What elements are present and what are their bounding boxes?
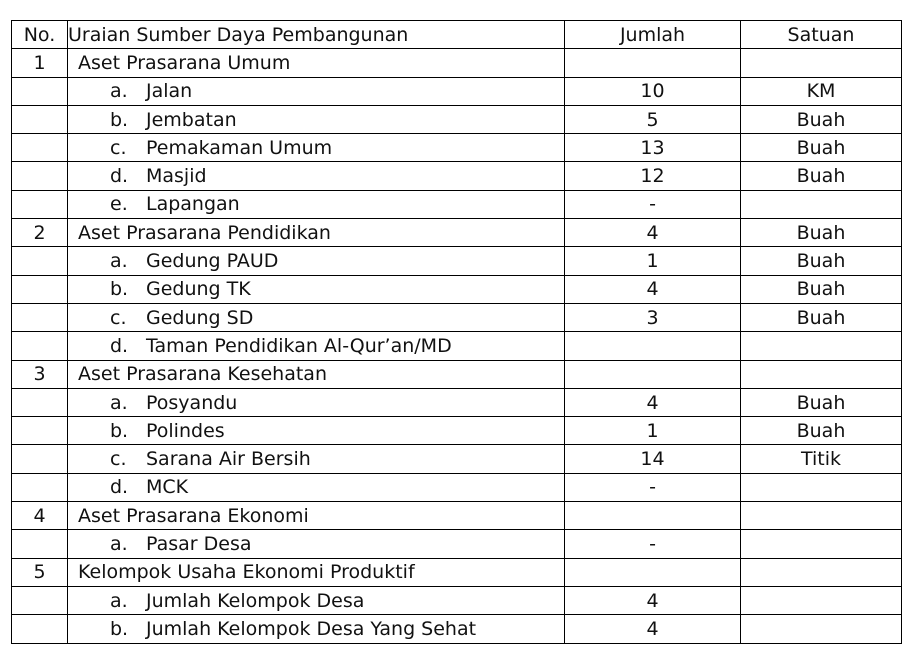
category-row xyxy=(12,360,902,388)
item-row xyxy=(12,530,902,558)
row-number-cell xyxy=(12,332,68,360)
sub-item xyxy=(68,446,311,472)
unit-cell: Buah xyxy=(741,417,902,445)
row-number-cell xyxy=(12,303,68,331)
quantity-cell: - xyxy=(565,473,741,501)
row-number-cell: 4 xyxy=(12,502,68,530)
description-cell xyxy=(68,49,565,77)
row-number-cell xyxy=(12,162,68,190)
quantity-cell xyxy=(565,332,741,360)
description-cell xyxy=(68,473,565,501)
quantity-cell: 4 xyxy=(565,219,741,247)
item-row xyxy=(12,105,902,133)
description-cell xyxy=(68,275,565,303)
description-cell xyxy=(68,558,565,586)
description-cell xyxy=(68,360,565,388)
item-row xyxy=(12,473,902,501)
category-row xyxy=(12,502,902,530)
unit-cell: Buah xyxy=(741,275,902,303)
sub-item xyxy=(68,107,237,133)
sub-item-label: Gedung TK xyxy=(146,278,251,301)
header-unit: Satuan xyxy=(741,21,902,49)
sub-item xyxy=(68,135,332,161)
sub-item-label: Pasar Desa xyxy=(146,532,252,555)
unit-cell: Buah xyxy=(741,162,902,190)
sub-item-label: Jalan xyxy=(146,80,193,103)
row-number-cell xyxy=(12,615,68,643)
sub-item-label: Jumlah Kelompok Desa xyxy=(146,589,365,612)
description-cell xyxy=(68,134,565,162)
unit-cell xyxy=(741,473,902,501)
description-cell xyxy=(68,219,565,247)
sub-item-letter: d. xyxy=(110,476,129,499)
sub-item-letter: c. xyxy=(110,136,127,159)
item-row xyxy=(12,190,902,218)
description-cell xyxy=(68,105,565,133)
sub-item xyxy=(68,276,251,302)
item-row xyxy=(12,417,902,445)
header-quantity: Jumlah xyxy=(565,21,741,49)
description-cell xyxy=(68,303,565,331)
sub-item xyxy=(68,78,192,104)
sub-item-letter: b. xyxy=(110,617,129,640)
sub-item xyxy=(68,531,252,557)
row-number-cell: 3 xyxy=(12,360,68,388)
unit-cell: Buah xyxy=(741,219,902,247)
row-number-cell: 2 xyxy=(12,219,68,247)
unit-cell: KM xyxy=(741,77,902,105)
item-row xyxy=(12,303,902,331)
sub-item-label: Gedung PAUD xyxy=(146,250,279,273)
sub-item-letter: a. xyxy=(110,532,128,555)
sub-item-letter: d. xyxy=(110,334,129,357)
sub-item xyxy=(68,418,225,444)
item-row xyxy=(12,445,902,473)
sub-item-label: Sarana Air Bersih xyxy=(146,448,311,471)
quantity-cell: 5 xyxy=(565,105,741,133)
description-cell xyxy=(68,502,565,530)
item-row xyxy=(12,332,902,360)
category-label: Aset Prasarana Pendidikan xyxy=(78,221,331,244)
table-body xyxy=(12,49,902,643)
sub-item xyxy=(68,474,188,500)
quantity-cell: 1 xyxy=(565,247,741,275)
row-number-cell xyxy=(12,190,68,218)
description-cell xyxy=(68,332,565,360)
item-row xyxy=(12,388,902,416)
unit-cell xyxy=(741,49,902,77)
sub-item-letter: c. xyxy=(110,448,127,471)
row-number-cell xyxy=(12,247,68,275)
description-cell xyxy=(68,530,565,558)
unit-cell: Titik xyxy=(741,445,902,473)
sub-item xyxy=(68,588,364,614)
sub-item-label: Jumlah Kelompok Desa Yang Sehat xyxy=(146,617,477,640)
unit-cell xyxy=(741,190,902,218)
category-row xyxy=(12,49,902,77)
description-cell xyxy=(68,586,565,614)
quantity-cell xyxy=(565,49,741,77)
sub-item-letter: d. xyxy=(110,165,129,188)
description-cell xyxy=(68,615,565,643)
row-number-cell xyxy=(12,445,68,473)
description-cell xyxy=(68,247,565,275)
sub-item-letter: b. xyxy=(110,108,129,131)
description-cell xyxy=(68,417,565,445)
quantity-cell xyxy=(565,360,741,388)
category-label: Kelompok Usaha Ekonomi Produktif xyxy=(78,561,415,584)
sub-item xyxy=(68,163,207,189)
item-row xyxy=(12,586,902,614)
sub-item-letter: a. xyxy=(110,250,128,273)
quantity-cell: 4 xyxy=(565,388,741,416)
unit-cell xyxy=(741,615,902,643)
category-label: Aset Prasarana Ekonomi xyxy=(78,504,309,527)
sub-item-label: MCK xyxy=(146,476,189,499)
quantity-cell: 10 xyxy=(565,77,741,105)
unit-cell xyxy=(741,558,902,586)
row-number-cell xyxy=(12,105,68,133)
description-cell xyxy=(68,77,565,105)
unit-cell: Buah xyxy=(741,303,902,331)
quantity-cell: 1 xyxy=(565,417,741,445)
unit-cell xyxy=(741,530,902,558)
unit-cell xyxy=(741,360,902,388)
unit-cell: Buah xyxy=(741,388,902,416)
sub-item xyxy=(68,191,240,217)
row-number-cell xyxy=(12,473,68,501)
sub-item-letter: c. xyxy=(110,306,127,329)
sub-item-letter: e. xyxy=(110,193,128,216)
row-number-cell xyxy=(12,388,68,416)
quantity-cell: 4 xyxy=(565,275,741,303)
description-cell xyxy=(68,190,565,218)
unit-cell: Buah xyxy=(741,134,902,162)
sub-item-label: Posyandu xyxy=(146,391,238,414)
quantity-cell: 4 xyxy=(565,615,741,643)
quantity-cell: 12 xyxy=(565,162,741,190)
item-row xyxy=(12,275,902,303)
sub-item xyxy=(68,390,237,416)
sub-item xyxy=(68,305,253,331)
quantity-cell: - xyxy=(565,190,741,218)
row-number-cell xyxy=(12,77,68,105)
description-cell xyxy=(68,388,565,416)
header-description: Uraian Sumber Daya Pembangunan xyxy=(68,21,565,49)
row-number-cell xyxy=(12,134,68,162)
row-number-cell xyxy=(12,586,68,614)
quantity-cell: 4 xyxy=(565,586,741,614)
sub-item-letter: a. xyxy=(110,391,128,414)
description-cell xyxy=(68,162,565,190)
category-label: Aset Prasarana Kesehatan xyxy=(78,363,327,386)
item-row xyxy=(12,162,902,190)
item-row xyxy=(12,134,902,162)
row-number-cell xyxy=(12,417,68,445)
unit-cell xyxy=(741,502,902,530)
sub-item-label: Masjid xyxy=(146,165,207,188)
sub-item xyxy=(68,616,476,642)
sub-item xyxy=(68,248,278,274)
unit-cell xyxy=(741,332,902,360)
sub-item-letter: b. xyxy=(110,278,129,301)
quantity-cell: 14 xyxy=(565,445,741,473)
sub-item-label: Jembatan xyxy=(146,108,237,131)
description-cell xyxy=(68,445,565,473)
row-number-cell xyxy=(12,275,68,303)
sub-item-label: Polindes xyxy=(146,419,225,442)
row-number-cell xyxy=(12,530,68,558)
item-row xyxy=(12,247,902,275)
sub-item-label: Lapangan xyxy=(146,193,240,216)
sub-item-letter: a. xyxy=(110,80,128,103)
quantity-cell: - xyxy=(565,530,741,558)
unit-cell: Buah xyxy=(741,247,902,275)
category-label: Aset Prasarana Umum xyxy=(78,51,291,74)
unit-cell: Buah xyxy=(741,105,902,133)
resources-table xyxy=(11,20,902,644)
header-no: No. xyxy=(12,21,68,49)
quantity-cell xyxy=(565,502,741,530)
category-row xyxy=(12,219,902,247)
item-row xyxy=(12,77,902,105)
sub-item-label: Pemakaman Umum xyxy=(146,136,333,159)
row-number-cell: 1 xyxy=(12,49,68,77)
sub-item-letter: b. xyxy=(110,419,129,442)
quantity-cell xyxy=(565,558,741,586)
sub-item xyxy=(68,333,452,359)
sub-item-letter: a. xyxy=(110,589,128,612)
row-number-cell: 5 xyxy=(12,558,68,586)
item-row xyxy=(12,615,902,643)
sub-item-label: Gedung SD xyxy=(146,306,254,329)
table-header-row xyxy=(12,21,902,49)
unit-cell xyxy=(741,586,902,614)
quantity-cell: 3 xyxy=(565,303,741,331)
category-row xyxy=(12,558,902,586)
sub-item-label: Taman Pendidikan Al-Qur’an/MD xyxy=(146,334,452,357)
quantity-cell: 13 xyxy=(565,134,741,162)
